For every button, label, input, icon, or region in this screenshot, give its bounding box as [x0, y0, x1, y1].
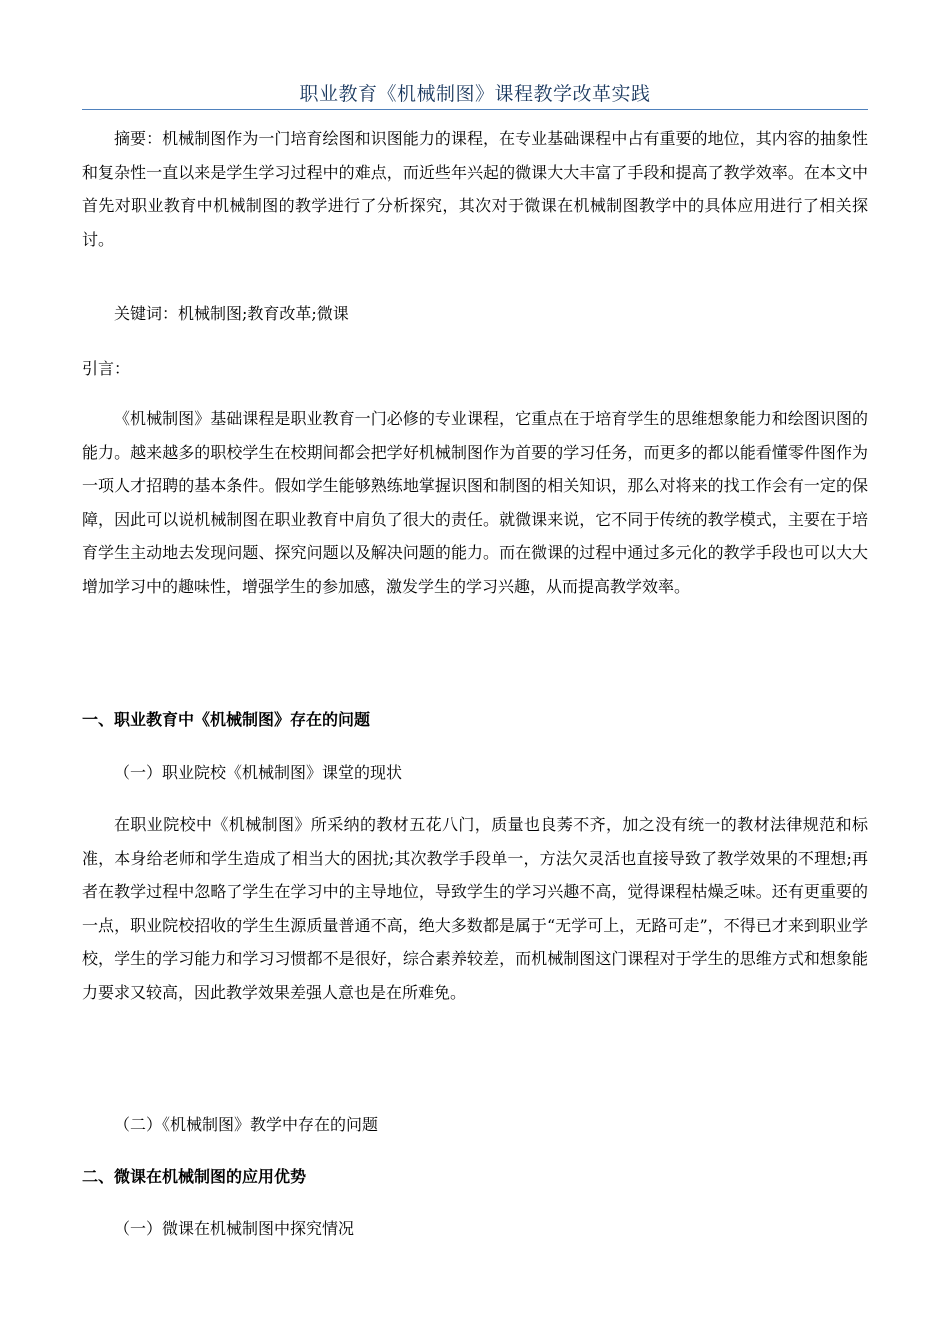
keywords-line: 关键词：机械制图;教育改革;微课 — [114, 304, 349, 323]
abstract-paragraph: 摘要：机械制图作为一门培育绘图和识图能力的课程，在专业基础课程中占有重要的地位，其内容的抽象性和复杂性一直以来是学生学习过程中的难点，而近些年兴起的微课大大丰富了手段和提高了教学效率。在本文中首先对职业教育中机械制图的教学进行了分析探究，其次对于微课在机械制图教学中的具体应用进行了相关探讨。 — [82, 129, 868, 249]
section-2-subheading-1: （一）微课在机械制图中探究情况 — [114, 1219, 355, 1238]
section-2-heading: 二、微课在机械制图的应用优势 — [82, 1167, 307, 1186]
intro-paragraph: 《机械制图》基础课程是职业教育一门必修的专业课程，它重点在于培育学生的思维想象能力和绘图识图的能力。越来越多的职校学生在校期间都会把学好机械制图作为首要的学习任务，而更多的都以能看懂零件图作为一项人才招聘的基本条件。假如学生能够熟练地掌握识图和制图的相关知识，那么对将来的找工作会有一定的保障，因此可以说机械制图在职业教育中肩负了很大的责任。就微课来说，它不同于传统的教学模式，主要在于培育学生主动地去发现问题、探究问题以及解决问题的能力。而在微课的过程中通过多元化的教学手段也可以大大增加学习中的趣味性，增强学生的参加感，激发学生的学习兴趣，从而提高教学效率。 — [82, 409, 868, 596]
intro-label: 引言： — [82, 359, 131, 378]
document-page — [82, 0, 868, 1344]
section-1-heading: 一、职业教育中《机械制图》存在的问题 — [82, 710, 371, 729]
document-title: 职业教育《机械制图》课程教学改革实践 — [299, 83, 651, 105]
section-1-subheading-1: （一）职业院校《机械制图》课堂的现状 — [114, 763, 403, 782]
section-1-subheading-2: （二）《机械制图》教学中存在的问题 — [114, 1115, 379, 1134]
section-1-paragraph: 在职业院校中《机械制图》所采纳的教材五花八门，质量也良莠不齐，加之没有统一的教材法律规范和标准，本身给老师和学生造成了相当大的困扰;其次教学手段单一，方法欠灵活也直接导致了教学效果的不理想;再者在教学过程中忽略了学生在学习中的主导地位，导致学生的学习兴趣不高，觉得课程枯燥乏味。还有更重要的一点，职业院校招收的学生生源质量普通不高，绝大多数都是属于“无学可上，无路可走”，不得已才来到职业学校，学生的学习能力和学习习惯都不是很好，综合素养较差，而机械制图这门课程对于学生的思维方式和想象能力要求又较高，因此教学效果差强人意也是在所难免。 — [82, 815, 868, 1002]
title-underline — [82, 109, 868, 110]
